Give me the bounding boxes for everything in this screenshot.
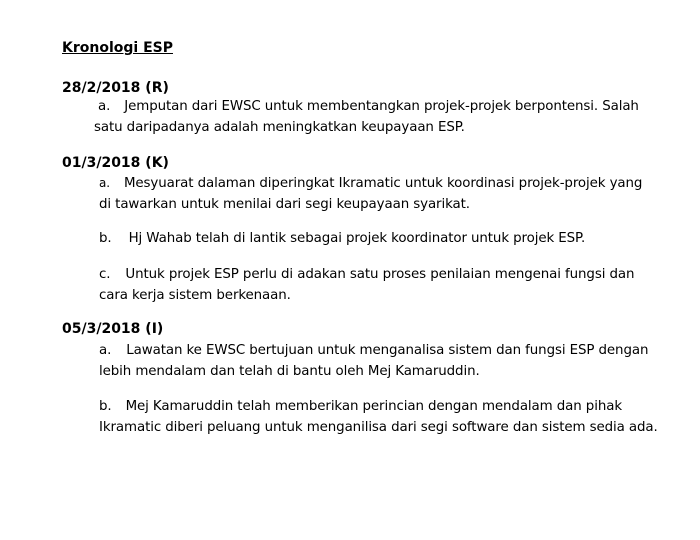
item-text-line2: satu daripadanya adalah meningkatkan keupayaan ESP. <box>94 120 465 135</box>
list-item <box>94 96 639 138</box>
list-item <box>99 173 642 215</box>
item-marker: b. <box>99 399 112 414</box>
list-item <box>99 264 634 306</box>
item-text-line2: Ikramatic diberi peluang untuk menganilisa dari segi software dan sistem sedia ada. <box>99 420 658 435</box>
item-marker: a. <box>99 343 112 358</box>
item-text-line1: Mej Kamaruddin telah memberikan perincian dengan mendalam dan pihak <box>125 399 622 414</box>
section-date: 01/3/2018 (K) <box>62 155 169 171</box>
item-text-line2: cara kerja sistem berkenaan. <box>99 288 291 303</box>
item-marker: a. <box>99 176 110 190</box>
item-marker: a. <box>98 99 111 114</box>
list-item <box>99 228 585 249</box>
document-title: Kronologi ESP <box>62 40 173 56</box>
section-date: 28/2/2018 (R) <box>62 80 169 96</box>
item-text-line1: Hj Wahab telah di lantik sebagai projek koordinator untuk projek ESP. <box>128 231 586 246</box>
item-marker: b. <box>99 231 112 246</box>
item-text-line1: Lawatan ke EWSC bertujuan untuk menganalisa sistem dan fungsi ESP dengan <box>126 343 649 358</box>
item-text-line1: Jemputan dari EWSC untuk membentangkan projek-projek berpontensi. Salah <box>124 99 639 114</box>
item-marker: c. <box>99 267 111 282</box>
item-text-line1: Mesyuarat dalaman diperingkat Ikramatic untuk koordinasi projek-projek yang <box>123 176 643 191</box>
list-item <box>99 396 658 438</box>
item-text-line1: Untuk projek ESP perlu di adakan satu proses penilaian mengenai fungsi dan <box>125 267 635 282</box>
section-date: 05/3/2018 (I) <box>62 321 164 337</box>
item-text-line2: di tawarkan untuk menilai dari segi keupayaan syarikat. <box>99 197 470 212</box>
list-item <box>99 340 648 382</box>
item-text-line2: lebih mendalam dan telah di bantu oleh Mej Kamaruddin. <box>99 364 480 379</box>
